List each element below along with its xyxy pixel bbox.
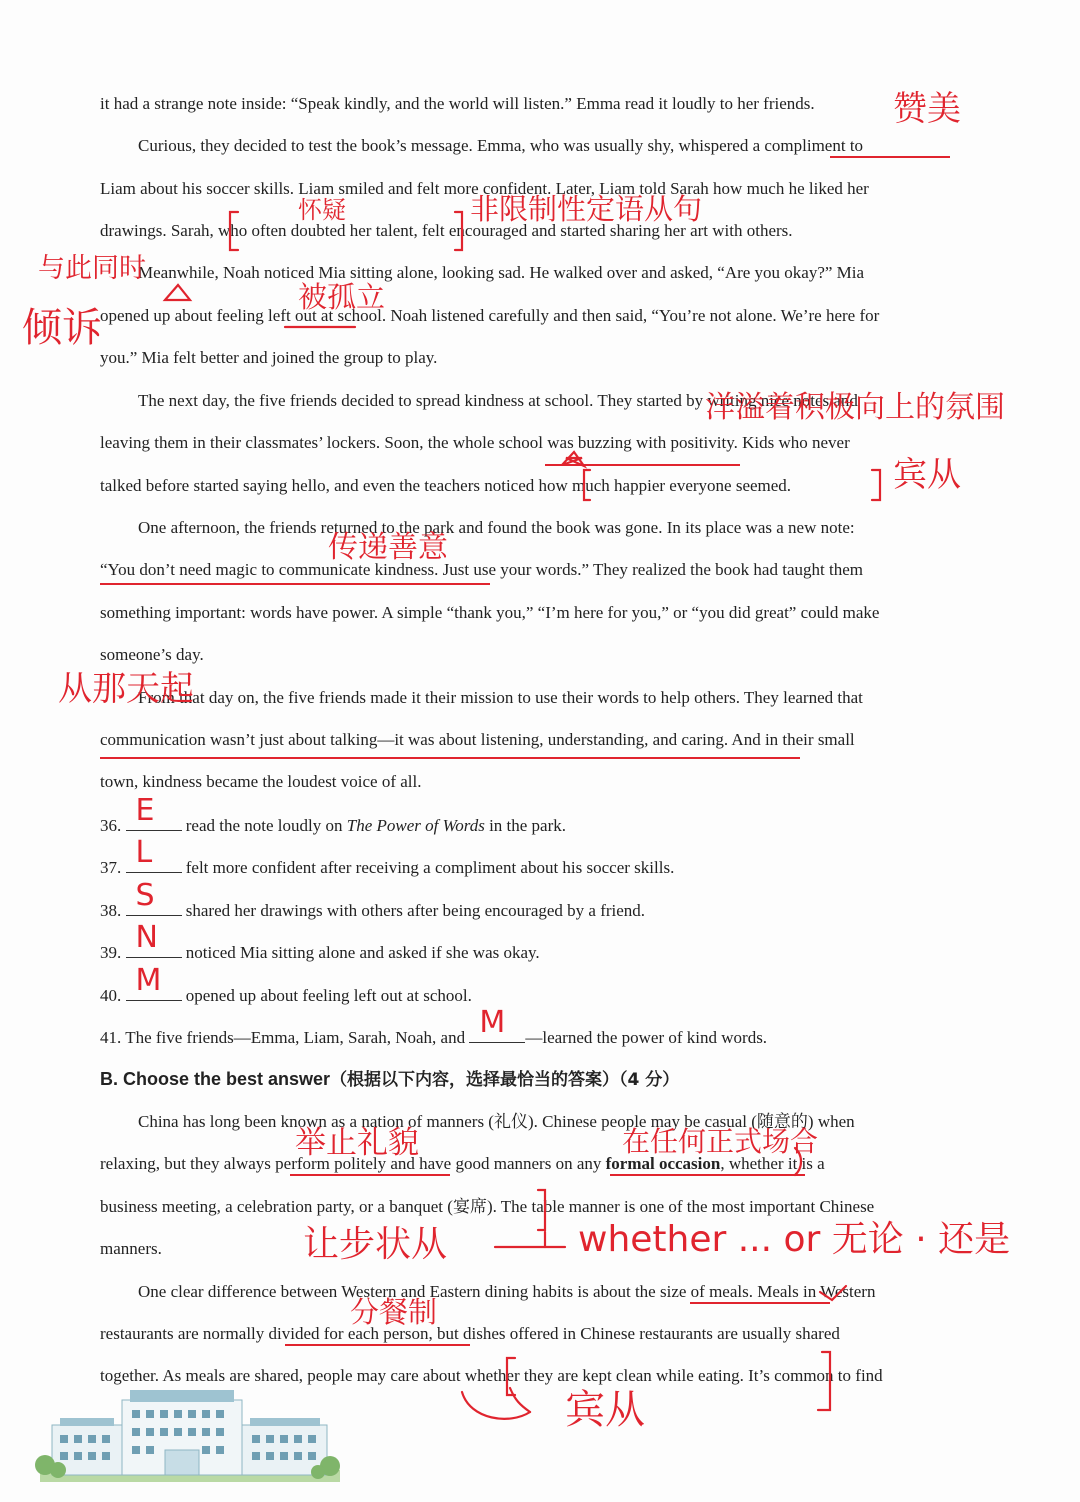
text: , whether it is a — [720, 1154, 825, 1173]
annotation-yangyi: 洋溢着积极向上的氛围 — [705, 390, 1005, 425]
passage-line: Liam about his soccer skills. Liam smiled and felt more confident. Later, Liam told Sarah how much he liked her — [100, 179, 869, 198]
annotation-huaiyi: 怀疑 — [298, 196, 346, 224]
passage-line: someone’s day. — [100, 645, 204, 664]
annotation-juzhi: 举止礼貌 — [295, 1125, 419, 1161]
annotation-qingsu: 倾诉 — [22, 305, 102, 351]
annotation-binsong-2: 宾从 — [565, 1387, 645, 1433]
passage-line: something important: words have power. A simple “thank you,” “I’m here for you,” or “you did great” could make — [100, 603, 880, 622]
question-text-end: —learned the power of kind words. — [525, 1028, 768, 1047]
book-title: The Power of Words — [346, 816, 485, 835]
passage-line: communication wasn’t just about talking—it was about listening, understanding, and caring. And in their small — [100, 730, 855, 749]
question-text: 41. The five friends—Emma, Liam, Sarah, Noah, and — [100, 1028, 470, 1047]
passage-line: “You don’t need magic to communicate kindness. Just use your words.” They realized the book had taught them — [100, 560, 863, 579]
annotation-whether: whether ... or 无论 · 还是 — [578, 1219, 1011, 1260]
question-number: 37. — [100, 858, 122, 877]
passage-line: talked before started saying hello, and even the teachers noticed how much happier everyone seemed. — [100, 476, 792, 495]
annotation-zairenhe: 在任何正式场合 — [622, 1125, 819, 1158]
passage-b-line: together. As meals are shared, people may care about whether they are kept clean while eating. It’s common to find — [100, 1366, 883, 1385]
annotation-binsong-1: 宾从 — [893, 455, 961, 495]
passage-line: Meanwhile, Noah noticed Mia sitting alone, looking sad. He walked over and asked, “Are you okay?” Mia — [138, 263, 865, 282]
question-text: noticed Mia sitting alone and asked if she was okay. — [185, 943, 540, 962]
question-text: shared her drawings with others after being encouraged by a friend. — [185, 901, 646, 920]
passage-b-line: One clear difference between Western and Eastern dining habits is about the size of meals. Meals in Western — [138, 1282, 876, 1301]
annotation-chuandi: 传递善意 — [328, 530, 448, 565]
question-number: 39. — [100, 943, 122, 962]
passage-line: One afternoon, the friends returned to the park and found the book was gone. In its place was a new note: — [138, 518, 855, 537]
handwritten-answer: S — [135, 878, 155, 913]
handwritten-answer: M — [479, 1005, 506, 1040]
section-instruction: （根据以下内容，选择最恰当的答案）（4 分） — [330, 1070, 680, 1090]
annotation-yucitongshi: 与此同时 — [38, 253, 146, 284]
handwritten-answer: N — [135, 920, 158, 955]
annotation-beiguli: 被孤立 — [298, 280, 386, 314]
passage-line: The next day, the five friends decided to spread kindness at school. They started by writing nice notes and — [138, 391, 858, 410]
passage-line: From that day on, the five friends made it their mission to use their words to help others. They learned that — [138, 688, 863, 707]
passage-line: drawings. Sarah, who often doubted her talent, felt encouraged and started sharing her art with others. — [100, 221, 793, 240]
handwritten-answer: E — [135, 793, 155, 828]
annotation-fenshizhi: 分餐制 — [350, 1295, 438, 1329]
question-number: 38. — [100, 901, 122, 920]
bold-phrase: formal occasion — [605, 1154, 721, 1173]
passage-b-line: manners. — [100, 1239, 162, 1258]
passage-line: you.” Mia felt better and joined the group to play. — [100, 348, 438, 367]
annotation-rangbu: 让步状从 — [303, 1224, 448, 1265]
passage-line: opened up about feeling left out at school. Noah listened carefully and then said, “You’re not alone. We’re here for — [100, 306, 880, 325]
question-number: 36. — [100, 816, 122, 835]
passage-b-line: business meeting, a celebration party, or a banquet (宴席). The table manner is one of the most important Chinese — [100, 1197, 875, 1216]
passage-b-line: restaurants are normally divided for each person, but dishes offered in Chinese restaurants are usually shared — [100, 1324, 840, 1343]
question-text: felt more confident after receiving a compliment about his soccer skills. — [185, 858, 675, 877]
passage-line: it had a strange note inside: “Speak kindly, and the world will listen.” Emma read it loudly to her friends. — [100, 94, 815, 113]
building-illustration — [35, 1390, 340, 1482]
question-text: opened up about feeling left out at school. — [185, 986, 472, 1005]
annotation-feixianzhi: 非限制性定语从句 — [470, 192, 703, 226]
question-text: read the note loudly on — [185, 816, 347, 835]
annotation-congnatian: 从那天起 — [58, 669, 194, 709]
text: relaxing, but they always perform politely and have good manners on any — [100, 1154, 606, 1173]
passage-line: leaving them in their classmates’ lockers. Soon, the whole school was buzzing with positivity. Kids who never — [100, 433, 850, 452]
annotation-zanmei: 赞美 — [893, 89, 961, 129]
handwritten-answer: L — [135, 835, 153, 870]
question-text-end: in the park. — [484, 816, 567, 835]
section-title: B. Choose the best answer — [100, 1069, 331, 1089]
passage-b-line: China has long been known as a nation of manners (礼仪). Chinese people may be casual (随意的) when — [138, 1112, 855, 1131]
passage-line: town, kindness became the loudest voice of all. — [100, 772, 422, 791]
question-number: 40. — [100, 986, 122, 1005]
handwritten-answer: M — [135, 963, 162, 998]
passage-line: Curious, they decided to test the book’s message. Emma, who was usually shy, whispered a compliment to — [138, 136, 864, 155]
